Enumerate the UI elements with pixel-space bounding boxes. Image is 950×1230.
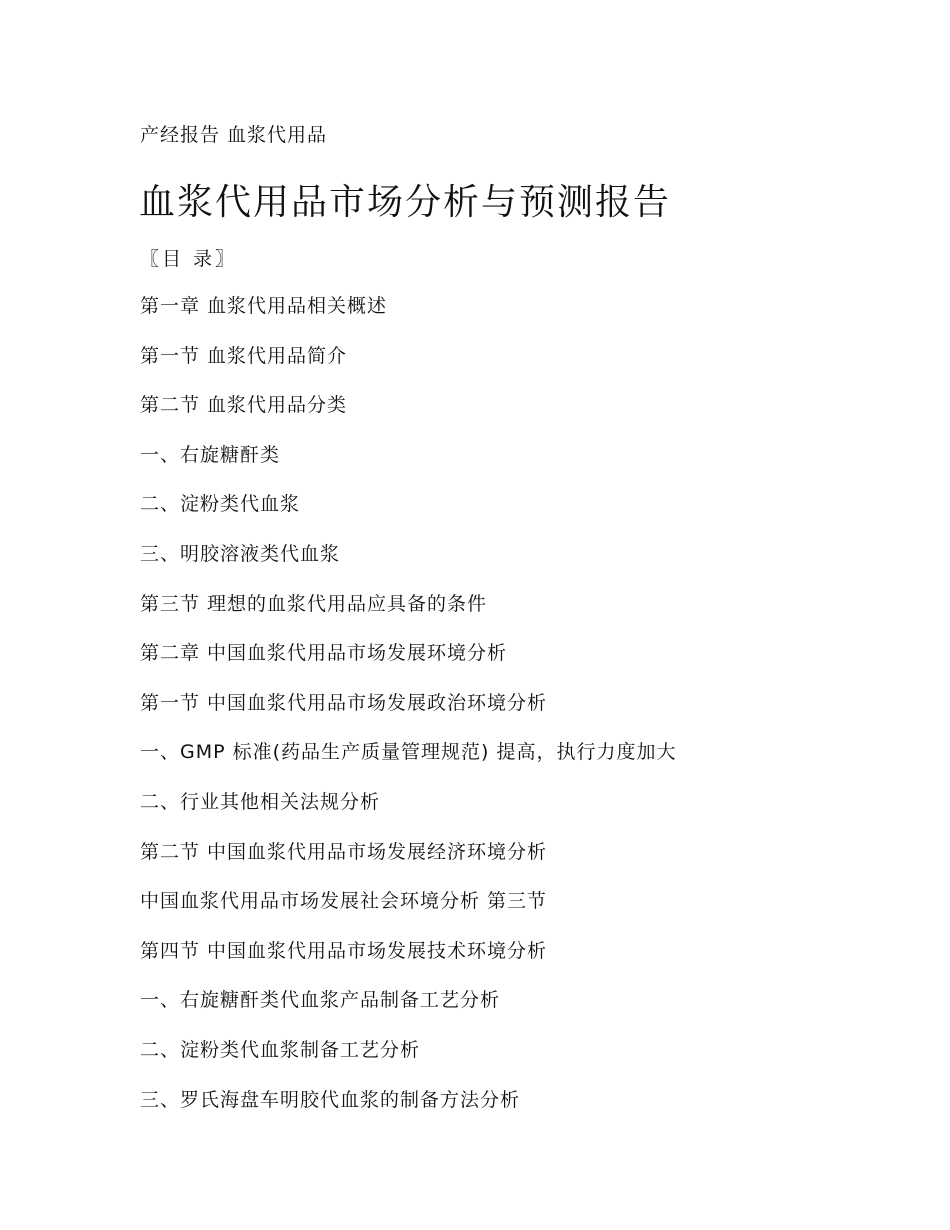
- page-title: 血浆代用品市场分析与预测报告: [139, 182, 672, 223]
- toc-heading: 〖目 录〗: [140, 248, 238, 270]
- toc-item: 第一节 血浆代用品简介: [140, 344, 348, 367]
- toc-item: 二、淀粉类代血浆: [140, 493, 301, 516]
- toc-item: 一、右旋糖酐类代血浆产品制备工艺分析: [140, 989, 501, 1012]
- toc-item: 三、罗氏海盘车明胶代血浆的制备方法分析: [140, 1088, 521, 1111]
- toc-item: 第二节 血浆代用品分类: [140, 394, 348, 417]
- toc-item: 一、GMP 标准(药品生产质量管理规范) 提高，执行力度加大: [140, 741, 677, 764]
- toc-item: 第三节 理想的血浆代用品应具备的条件: [140, 592, 488, 615]
- table-of-contents: [140, 294, 676, 1137]
- toc-item: 二、淀粉类代血浆制备工艺分析: [140, 1038, 421, 1061]
- toc-item: 第一章 血浆代用品相关概述: [140, 295, 388, 317]
- toc-item: 一、右旋糖酐类: [140, 443, 281, 466]
- toc-item: 中国血浆代用品市场发展社会环境分析 第三节: [140, 890, 548, 913]
- toc-item: 第一节 中国血浆代用品市场发展政治环境分析: [140, 691, 548, 714]
- toc-item: 三、明胶溶液类代血浆: [140, 542, 341, 565]
- toc-item: 第二节 中国血浆代用品市场发展经济环境分析: [140, 840, 548, 863]
- toc-item: 第四节 中国血浆代用品市场发展技术环境分析: [140, 939, 548, 962]
- report-category-header: 产经报告 血浆代用品: [140, 124, 328, 146]
- toc-item: 第二章 中国血浆代用品市场发展环境分析: [140, 642, 508, 665]
- toc-item: 二、行业其他相关法规分析: [140, 790, 381, 813]
